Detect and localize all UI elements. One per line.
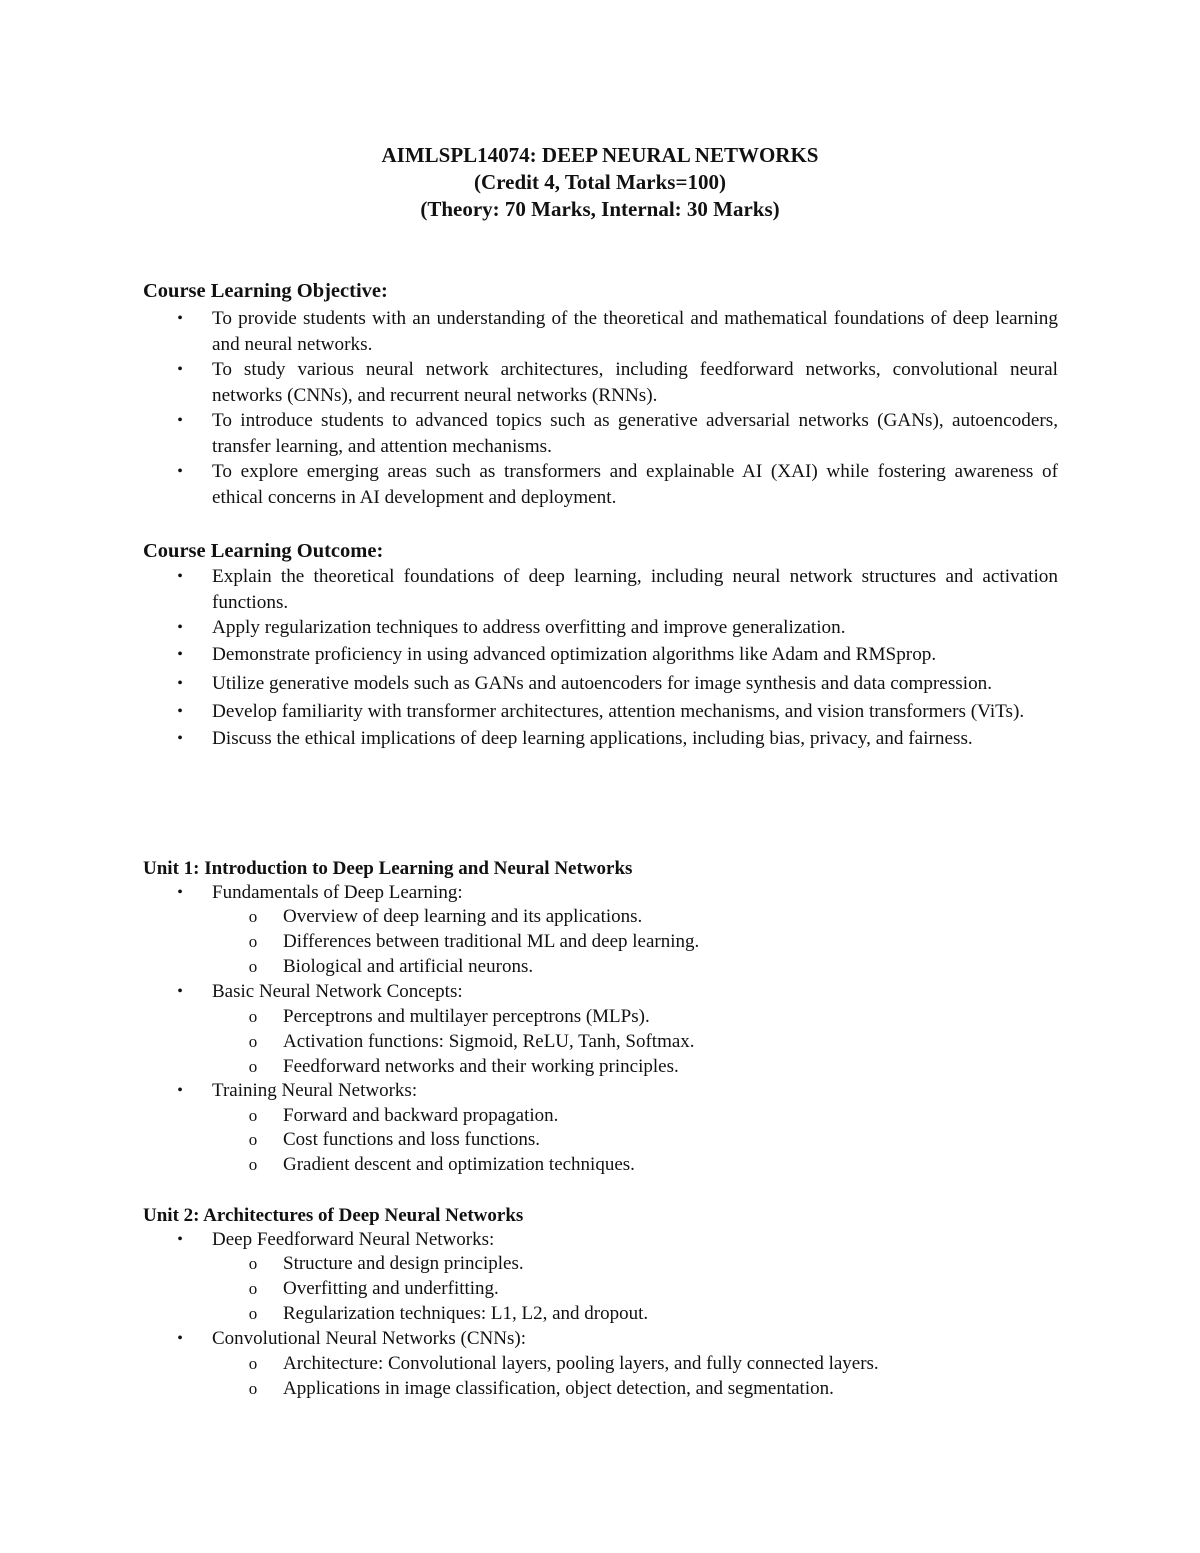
subtopic-item: Feedforward networks and their working principles. — [283, 1056, 679, 1077]
topic-item: Basic Neural Network Concepts: — [212, 981, 463, 1002]
title-block — [0, 142, 1200, 223]
topic-item: Deep Feedforward Neural Networks: — [212, 1229, 495, 1250]
subtopic-item: Overview of deep learning and its applications. — [283, 906, 643, 927]
bullet-icon: • — [177, 619, 183, 636]
subtopic-item: Cost functions and loss functions. — [283, 1129, 541, 1150]
subtopic-item: Regularization techniques: L1, L2, and dropout. — [283, 1303, 649, 1324]
subtopic-item: Overfitting and underfitting. — [283, 1278, 499, 1299]
bullet-icon: • — [177, 1330, 183, 1347]
list-item: • Apply regularization techniques to address overfitting and improve generalization. — [0, 615, 1200, 641]
list-item: • Explain the theoretical foundations of deep learning, including neural network structures and activation functions. — [0, 564, 1200, 615]
bullet-icon: • — [177, 1231, 183, 1248]
sub-bullet-icon: o — [248, 1106, 258, 1125]
topic-item: Convolutional Neural Networks (CNNs): — [212, 1328, 526, 1349]
subtopic-item: Biological and artificial neurons. — [283, 956, 534, 977]
sub-bullet-icon: o — [248, 1254, 258, 1273]
list-item: • Develop familiarity with transformer architectures, attention mechanisms, and vision transformers (ViTs). — [0, 699, 1200, 725]
topic-item: Fundamentals of Deep Learning: — [212, 882, 463, 903]
bullet-icon: • — [177, 1082, 183, 1099]
unit-2-heading: Unit 2: Architectures of Deep Neural Networks — [143, 1205, 524, 1226]
course-title: AIMLSPL14074: DEEP NEURAL NETWORKS — [381, 143, 819, 167]
sub-bullet-icon: o — [248, 957, 258, 976]
bullet-icon: • — [177, 702, 183, 720]
bullet-icon: • — [177, 730, 183, 747]
outcomes-list — [0, 564, 1200, 752]
objectives-heading: Course Learning Objective: — [143, 280, 388, 302]
unit-1-heading: Unit 1: Introduction to Deep Learning and Neural Networks — [143, 858, 633, 879]
credit-line: (Credit 4, Total Marks=100) — [474, 170, 726, 194]
subtopic-item: Forward and backward propagation. — [283, 1105, 559, 1126]
bullet-icon: • — [177, 310, 183, 327]
bullet-icon: • — [177, 983, 183, 1000]
sub-bullet-icon: o — [248, 1057, 258, 1076]
subtopic-item: Architecture: Convolutional layers, pooling layers, and fully connected layers. — [283, 1353, 879, 1374]
bullet-icon: • — [177, 568, 183, 585]
bullet-icon: • — [177, 645, 183, 663]
sub-bullet-icon: o — [248, 1279, 258, 1298]
subtopic-item: Differences between traditional ML and deep learning. — [283, 931, 700, 952]
bullet-icon: • — [177, 884, 183, 901]
subtopic-item: Gradient descent and optimization techniques. — [283, 1154, 635, 1175]
list-item: • To explore emerging areas such as transformers and explainable AI (XAI) while fostering awareness of ethical concerns in AI development and deployment. — [0, 459, 1200, 510]
list-item: • To study various neural network architectures, including feedforward networks, convolutional neural networks (CNNs), and recurrent neural networks (RNNs). — [0, 357, 1200, 408]
subtopic-item: Structure and design principles. — [283, 1253, 524, 1274]
sub-bullet-icon: o — [248, 1155, 258, 1174]
outcomes-heading: Course Learning Outcome: — [143, 540, 384, 562]
sub-bullet-icon: o — [248, 1007, 258, 1026]
subtopic-item: Applications in image classification, object detection, and segmentation. — [283, 1378, 834, 1399]
sub-bullet-icon: o — [248, 932, 258, 951]
bullet-icon: • — [177, 463, 183, 480]
list-item: • Utilize generative models such as GANs and autoencoders for image synthesis and data compression. — [0, 671, 1200, 697]
bullet-icon: • — [177, 675, 183, 692]
marks-line: (Theory: 70 Marks, Internal: 30 Marks) — [420, 197, 780, 221]
sub-bullet-icon: o — [248, 1379, 258, 1398]
objectives-list — [0, 306, 1200, 510]
list-item: • To introduce students to advanced topics such as generative adversarial networks (GANs), autoencoders, transfer learning, and attention mechanisms. — [0, 408, 1200, 459]
sub-bullet-icon: o — [248, 1304, 258, 1323]
subtopic-item: Activation functions: Sigmoid, ReLU, Tanh, Softmax. — [283, 1031, 695, 1052]
sub-bullet-icon: o — [248, 1032, 258, 1051]
bullet-icon: • — [177, 361, 183, 378]
topic-item: Training Neural Networks: — [212, 1080, 418, 1101]
list-item: • Discuss the ethical implications of deep learning applications, including bias, privacy, and fairness. — [0, 726, 1200, 752]
list-item: • To provide students with an understanding of the theoretical and mathematical foundations of deep learning and neural networks. — [0, 306, 1200, 357]
sub-bullet-icon: o — [248, 907, 258, 926]
bullet-icon: • — [177, 412, 183, 429]
sub-bullet-icon: o — [248, 1130, 258, 1149]
subtopic-item: Perceptrons and multilayer perceptrons (MLPs). — [283, 1006, 650, 1027]
sub-bullet-icon: o — [248, 1354, 258, 1373]
list-item: • Demonstrate proficiency in using advanced optimization algorithms like Adam and RMSprop. — [0, 642, 1200, 668]
